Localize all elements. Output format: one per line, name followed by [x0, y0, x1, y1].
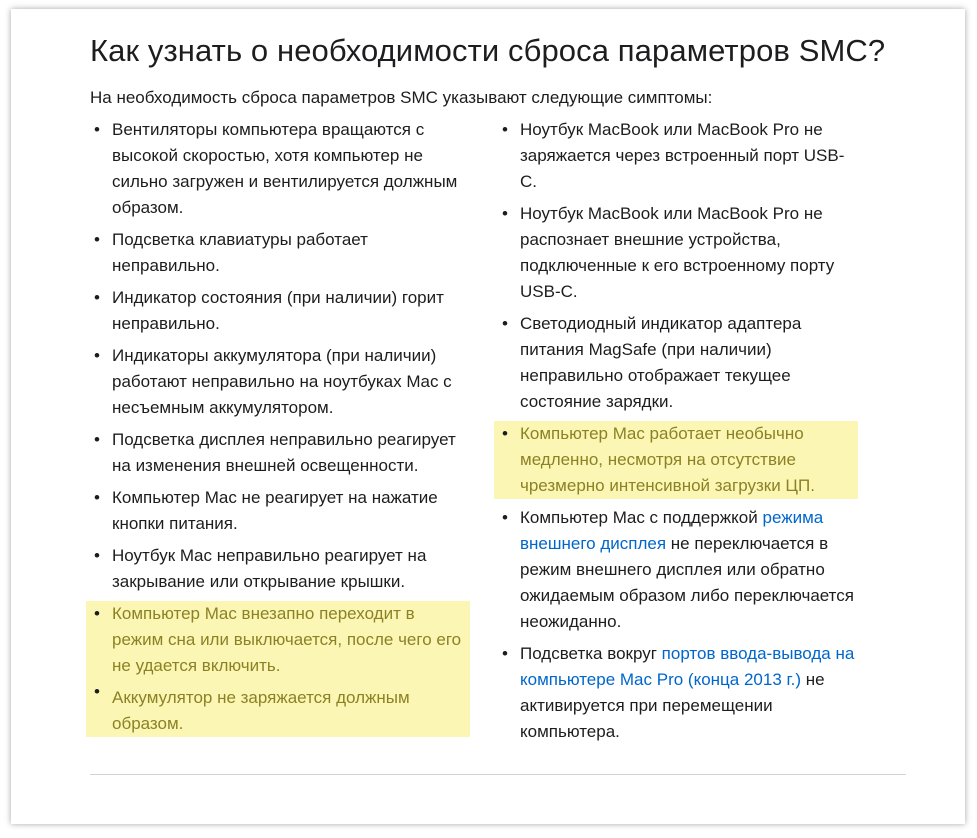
- list-item: • Подсветка дисплея неправильно реагирует на изменения внешней освещенности.: [94, 430, 456, 475]
- external-display-mode-link[interactable]: режима внешнего дисплея: [520, 508, 824, 553]
- symptoms-list-left: [90, 117, 470, 743]
- section-divider: [90, 774, 906, 775]
- highlighted-list-item: • Компьютер Mac внезапно переходит в режим сна или выключается, после чего его не удается включить.: [86, 601, 470, 679]
- list-item: • Подсветка клавиатуры работает неправильно.: [94, 230, 368, 275]
- highlighted-list-item: • Компьютер Mac работает необычно медленно, несмотря на отсутствие чрезмерно интенсивной загрузки ЦП.: [494, 421, 858, 499]
- highlighted-list-item: • Аккумулятор не заряжается должным образом.: [86, 679, 470, 737]
- article-content: [90, 32, 908, 741]
- symptoms-list-right: [498, 117, 858, 751]
- list-item: • Индикаторы аккумулятора (при наличии) работают неправильно на ноутбуках Mac с несъемным аккумулятором.: [94, 346, 452, 417]
- list-item: • Ноутбук MacBook или MacBook Pro не распознает внешние устройства, подключенные к его встроенному порту USB-C.: [502, 204, 835, 301]
- list-item: • Компьютер Mac с поддержкой режима внешнего дисплея не переключается в режим внешнего дисплея или обратно ожидаемым образом либо переключается неожиданно.: [502, 508, 854, 631]
- list-item: • Индикатор состояния (при наличии) горит неправильно.: [94, 288, 444, 333]
- page-title: Как узнать о необходимости сброса параметров SMC?: [90, 33, 886, 68]
- list-item: • Ноутбук MacBook или MacBook Pro не заряжается через встроенный порт USB-C.: [502, 120, 845, 191]
- list-item: • Подсветка вокруг портов ввода-вывода на компьютере Mac Pro (конца 2013 г.) не активируется при перемещении компьютера.: [502, 644, 855, 741]
- list-item: • Компьютер Mac не реагирует на нажатие кнопки питания.: [94, 488, 438, 533]
- symptoms-columns: [90, 117, 908, 741]
- list-item: • Ноутбук Mac неправильно реагирует на закрывание или открывание крышки.: [94, 546, 427, 591]
- mac-pro-io-ports-link[interactable]: портов ввода-вывода на компьютере Mac Pro (конца 2013 г.): [520, 644, 855, 689]
- intro-paragraph: На необходимость сброса параметров SMC указывают следующие симптомы:: [90, 88, 713, 107]
- list-item: • Вентиляторы компьютера вращаются с высокой скоростью, хотя компьютер не сильно загружен и вентилируется должным образом.: [94, 120, 458, 217]
- list-item: • Светодиодный индикатор адаптера питания MagSafe (при наличии) неправильно отображает текущее состояние зарядки.: [502, 314, 802, 411]
